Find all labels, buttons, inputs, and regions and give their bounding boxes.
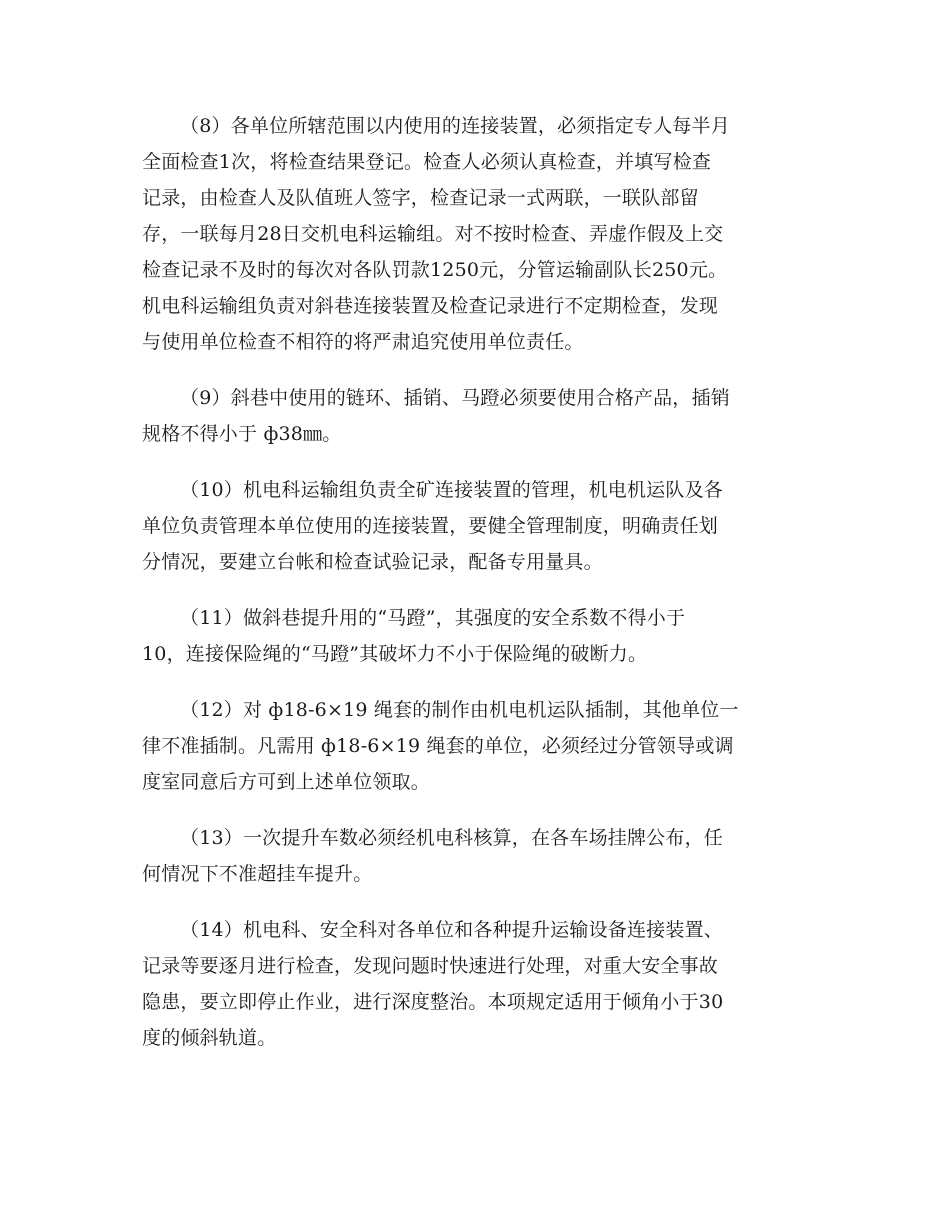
- paragraph-13: [142, 820, 808, 892]
- paragraph-line: 律不准插制。凡需用 ф18-6×19 绳套的单位，必须经过分管领导或调: [142, 735, 734, 757]
- paragraph-12: [142, 692, 808, 800]
- paragraph-line: 检查记录不及时的每次对各队罚款1250元，分管运输副队长250元。: [142, 259, 728, 281]
- paragraph-line: （12）对 ф18-6×19 绳套的制作由机电机运队插制，其他单位一: [180, 699, 739, 721]
- paragraph-line: 记录，由检查人及队值班人签字，检查记录一式两联，一联队部留: [142, 187, 699, 209]
- paragraph-line: 隐患，要立即停止作业，进行深度整治。本项规定适用于倾角小于30: [142, 991, 724, 1013]
- document-body: [142, 108, 808, 1076]
- paragraph-line: （9）斜巷中使用的链环、插销、马蹬必须要使用合格产品，插销: [180, 387, 730, 409]
- paragraph-line: （8）各单位所辖范围以内使用的连接装置，必须指定专人每半月: [180, 115, 730, 137]
- paragraph-line: 机电科运输组负责对斜巷连接装置及检查记录进行不定期检查，发现: [142, 295, 719, 317]
- paragraph-line: （13）一次提升车数必须经机电科核算，在各车场挂牌公布，任: [180, 827, 723, 849]
- paragraph-line: 度室同意后方可到上述单位领取。: [142, 771, 431, 793]
- paragraph-line: 与使用单位检查不相符的将严肃追究使用单位责任。: [142, 331, 584, 353]
- paragraph-line: 规格不得小于 ф38㎜。: [142, 423, 342, 445]
- paragraph-line: 单位负责管理本单位使用的连接装置，要健全管理制度，明确责任划: [142, 515, 719, 537]
- paragraph-line: 10，连接保险绳的“马蹬”其破坏力不小于保险绳的破断力。: [142, 643, 648, 665]
- paragraph-line: 何情况下不准超挂车提升。: [142, 863, 373, 885]
- paragraph-line: 存，一联每月28日交机电科运输组。对不按时检查、弄虚作假及上交: [142, 223, 724, 245]
- paragraph-line: 记录等要逐月进行检查，发现问题时快速进行处理，对重大安全事故: [142, 955, 719, 977]
- paragraph-line: 全面检查1次，将检查结果登记。检查人必须认真检查，并填写检查: [142, 151, 712, 173]
- paragraph-line: 分情况，要建立台帐和检查试验记录，配备专用量具。: [142, 551, 603, 573]
- paragraph-line: （11）做斜巷提升用的“马蹬”，其强度的安全系数不得小于: [180, 607, 686, 629]
- paragraph-11: [142, 600, 808, 672]
- paragraph-8: [142, 108, 808, 360]
- paragraph-line: （14）机电科、安全科对各单位和各种提升运输设备连接装置、: [180, 919, 723, 941]
- paragraph-line: 度的倾斜轨道。: [142, 1027, 277, 1049]
- paragraph-10: [142, 472, 808, 580]
- paragraph-14: [142, 912, 808, 1056]
- paragraph-9: [142, 380, 808, 452]
- paragraph-line: （10）机电科运输组负责全矿连接装置的管理，机电机运队及各: [180, 479, 723, 501]
